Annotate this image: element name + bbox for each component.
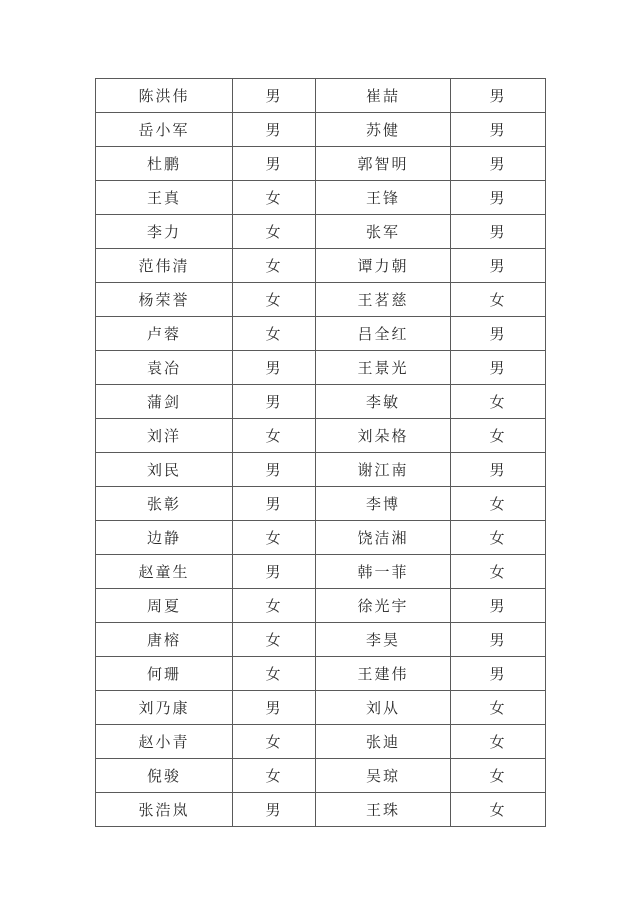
gender-cell: 男 [233,79,316,113]
gender-cell: 女 [451,419,546,453]
name-cell: 张浩岚 [96,793,233,827]
table-row [96,385,546,419]
gender-cell: 女 [233,181,316,215]
name-cell: 杨荣誉 [96,283,233,317]
name-cell: 王茗慈 [316,283,451,317]
gender-cell: 男 [233,487,316,521]
gender-cell: 男 [451,215,546,249]
name-cell: 张军 [316,215,451,249]
table-row [96,215,546,249]
name-cell: 刘民 [96,453,233,487]
roster-table [95,78,546,827]
gender-cell: 男 [233,385,316,419]
gender-cell: 女 [451,521,546,555]
table-row [96,419,546,453]
table-row [96,487,546,521]
name-cell: 何珊 [96,657,233,691]
name-cell: 刘从 [316,691,451,725]
gender-cell: 女 [233,589,316,623]
gender-cell: 女 [233,657,316,691]
gender-cell: 女 [233,759,316,793]
gender-cell: 男 [451,249,546,283]
gender-cell: 女 [451,283,546,317]
gender-cell: 女 [451,725,546,759]
table-row [96,249,546,283]
table-row [96,317,546,351]
name-cell: 刘洋 [96,419,233,453]
gender-cell: 男 [233,113,316,147]
gender-cell: 男 [451,181,546,215]
gender-cell: 男 [233,147,316,181]
name-cell: 李博 [316,487,451,521]
roster-table-body [96,79,546,827]
name-cell: 刘朵格 [316,419,451,453]
name-cell: 赵小青 [96,725,233,759]
gender-cell: 男 [233,351,316,385]
name-cell: 周夏 [96,589,233,623]
table-row [96,351,546,385]
gender-cell: 男 [451,113,546,147]
name-cell: 吕全红 [316,317,451,351]
table-row [96,555,546,589]
name-cell: 谢江南 [316,453,451,487]
table-row [96,453,546,487]
name-cell: 蒲剑 [96,385,233,419]
gender-cell: 男 [451,453,546,487]
gender-cell: 女 [451,555,546,589]
name-cell: 韩一菲 [316,555,451,589]
table-row [96,725,546,759]
table-row [96,79,546,113]
name-cell: 边静 [96,521,233,555]
name-cell: 陈洪伟 [96,79,233,113]
table-row [96,623,546,657]
name-cell: 袁冶 [96,351,233,385]
gender-cell: 男 [451,657,546,691]
gender-cell: 女 [233,249,316,283]
name-cell: 李力 [96,215,233,249]
gender-cell: 女 [233,317,316,351]
gender-cell: 男 [233,793,316,827]
gender-cell: 男 [233,453,316,487]
name-cell: 王锋 [316,181,451,215]
name-cell: 倪骏 [96,759,233,793]
table-row [96,793,546,827]
name-cell: 王珠 [316,793,451,827]
gender-cell: 女 [233,215,316,249]
table-row [96,521,546,555]
table-row [96,283,546,317]
gender-cell: 女 [233,623,316,657]
name-cell: 岳小军 [96,113,233,147]
table-row [96,147,546,181]
name-cell: 崔喆 [316,79,451,113]
gender-cell: 女 [451,691,546,725]
table-row [96,759,546,793]
name-cell: 谭力朝 [316,249,451,283]
name-cell: 郭智明 [316,147,451,181]
gender-cell: 男 [451,623,546,657]
gender-cell: 女 [451,487,546,521]
name-cell: 徐光宇 [316,589,451,623]
gender-cell: 女 [233,521,316,555]
name-cell: 李敏 [316,385,451,419]
table-row [96,113,546,147]
name-cell: 刘乃康 [96,691,233,725]
name-cell: 苏健 [316,113,451,147]
gender-cell: 男 [451,589,546,623]
gender-cell: 男 [451,147,546,181]
gender-cell: 女 [233,283,316,317]
gender-cell: 男 [451,351,546,385]
name-cell: 吴琼 [316,759,451,793]
table-row [96,657,546,691]
gender-cell: 女 [233,725,316,759]
table-row [96,181,546,215]
name-cell: 王景光 [316,351,451,385]
gender-cell: 女 [451,385,546,419]
name-cell: 饶洁湘 [316,521,451,555]
gender-cell: 男 [451,317,546,351]
name-cell: 唐榕 [96,623,233,657]
name-cell: 范伟清 [96,249,233,283]
name-cell: 杜鹏 [96,147,233,181]
gender-cell: 男 [451,79,546,113]
name-cell: 张彰 [96,487,233,521]
gender-cell: 男 [233,691,316,725]
gender-cell: 女 [451,759,546,793]
gender-cell: 女 [451,793,546,827]
gender-cell: 男 [233,555,316,589]
table-row [96,589,546,623]
gender-cell: 女 [233,419,316,453]
name-cell: 卢蓉 [96,317,233,351]
name-cell: 张迪 [316,725,451,759]
name-cell: 赵童生 [96,555,233,589]
name-cell: 李昊 [316,623,451,657]
name-cell: 王建伟 [316,657,451,691]
table-row [96,691,546,725]
name-cell: 王真 [96,181,233,215]
